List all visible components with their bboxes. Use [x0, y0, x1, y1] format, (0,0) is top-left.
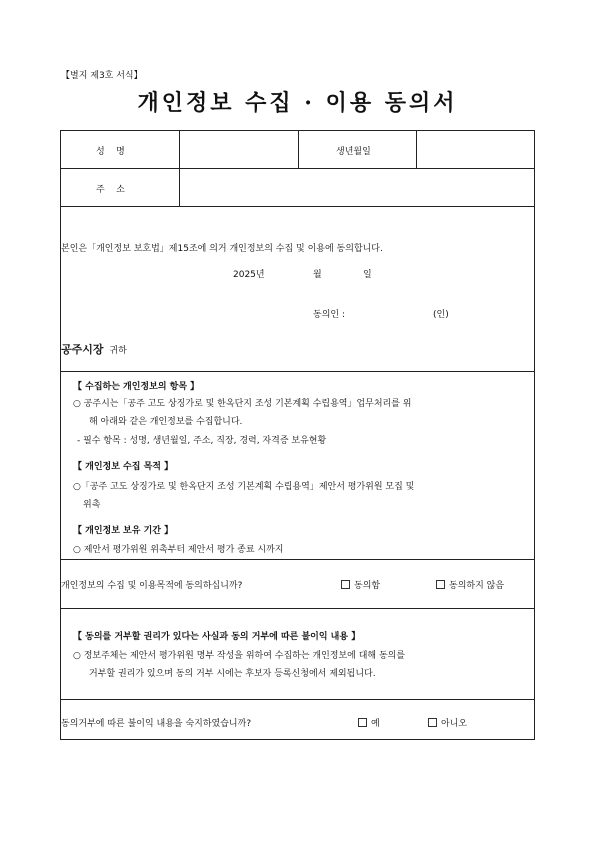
divider — [61, 559, 534, 560]
refusal-line2: 거부할 권리가 있으며 동의 거부 시에는 후보자 등록신청에서 제외됩니다. — [89, 669, 376, 679]
yes-label: 예 — [371, 719, 380, 729]
refusal-heading: 【 동의를 거부할 권리가 있다는 사실과 동의 거부에 따른 불이익 내용 】 — [73, 632, 361, 642]
consent-statement: 본인은「개인정보 보호법」제15조에 의거 개인정보의 수집 및 이용에 동의합니다. — [61, 244, 383, 254]
purpose-line2: 위촉 — [83, 500, 101, 510]
items-line3: - 필수 항목 : 성명, 생년월일, 주소, 직장, 경력, 자격증 보유현황 — [77, 436, 327, 446]
disagree-checkbox[interactable] — [436, 580, 445, 589]
no-label: 아니오 — [441, 719, 468, 729]
birth-label: 생년월일 — [336, 147, 371, 157]
divider — [61, 206, 534, 207]
divider — [61, 168, 534, 169]
consent-question: 개인정보의 수집 및 이용목적에 동의하십니까? — [61, 581, 243, 591]
disagree-option[interactable] — [436, 578, 504, 591]
disagree-label: 동의하지 않음 — [449, 581, 505, 591]
recipient-suffix: 귀하 — [109, 346, 127, 356]
address-field[interactable] — [181, 171, 533, 204]
form-label: 【별지 제3호 서식】 — [61, 71, 143, 81]
no-option[interactable] — [428, 716, 467, 729]
purpose-heading: 【 개인정보 수집 목적 】 — [73, 462, 174, 472]
retention-heading: 【 개인정보 보유 기간 】 — [73, 526, 174, 536]
divider — [179, 131, 180, 206]
seal-mark: (인) — [433, 310, 449, 320]
divider — [416, 131, 417, 168]
divider — [61, 699, 534, 700]
divider — [61, 608, 534, 609]
ack-question: 동의거부에 따른 불이익 내용을 숙지하였습니까? — [61, 719, 252, 729]
divider — [61, 371, 534, 372]
date-month: 월 — [313, 270, 322, 280]
recipient — [61, 341, 127, 357]
page-title: 개인정보 수집 · 이용 동의서 — [137, 90, 458, 116]
no-checkbox[interactable] — [428, 718, 437, 727]
agree-option[interactable] — [341, 578, 380, 591]
signer-label: 동의인 : — [313, 310, 345, 320]
birth-field[interactable] — [418, 133, 532, 166]
consent-form — [60, 130, 535, 740]
name-label: 성 명 — [96, 147, 125, 157]
retention-line1: ○ 제안서 평가위원 위촉부터 제안서 평가 종료 시까지 — [73, 545, 284, 555]
recipient-name: 공주시장 — [61, 343, 104, 356]
purpose-line1: ○「공주 고도 상징가로 및 한옥단지 조성 기본계획 수립용역」제안서 평가위원 모집 및 — [73, 482, 415, 492]
agree-checkbox[interactable] — [341, 580, 350, 589]
address-label: 주 소 — [96, 185, 125, 195]
name-field[interactable] — [181, 133, 295, 166]
date-year: 2025년 — [233, 270, 265, 280]
date-day: 일 — [363, 270, 372, 280]
yes-option[interactable] — [358, 716, 380, 729]
yes-checkbox[interactable] — [358, 718, 367, 727]
items-line1: ○ 공주시는「공주 고도 상징가로 및 한옥단지 조성 기본계획 수립용역」업무처리를 위 — [73, 399, 412, 409]
agree-label: 동의함 — [354, 581, 381, 591]
refusal-line1: ○ 정보주체는 제안서 평가위원 명부 작성을 위하여 수집하는 개인정보에 대해 동의를 — [73, 651, 406, 661]
divider — [298, 131, 299, 168]
items-line2: 해 아래와 같은 개인정보를 수집합니다. — [89, 417, 243, 427]
items-heading: 【 수집하는 개인정보의 항목 】 — [73, 382, 200, 392]
